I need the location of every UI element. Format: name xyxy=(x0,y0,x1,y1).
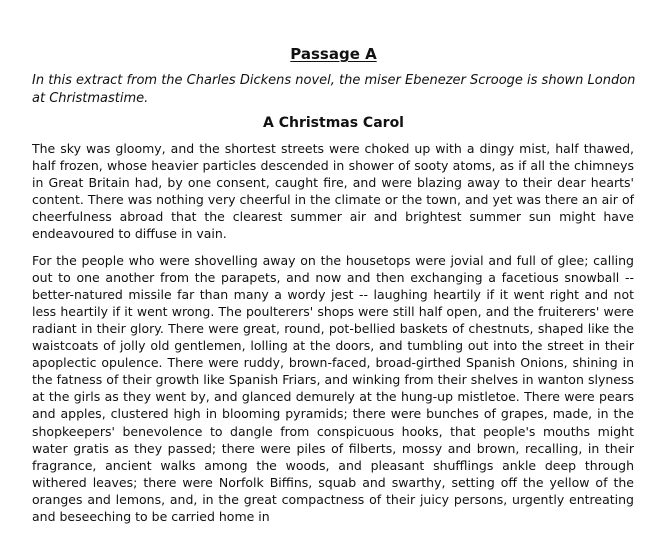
book-title: A Christmas Carol xyxy=(263,115,404,131)
paragraph: The sky was gloomy, and the shortest streets were choked up with a dingy mist, half thawed, half frozen, whose heavier particles descended in shower of sooty atoms, as if all the chimneys in Great Britain had, by one consent, caught fire, and were blazing away to their dear hearts' content. There was nothing very cheerful in the climate or the town, and yet was there an air of cheerfulness abroad that the clearest summer air and brightest summer sun might have endeavoured to diffuse in vain. xyxy=(32,141,634,242)
paragraph: For the people who were shovelling away on the housetops were jovial and full of glee; calling out to one another from the parapets, and now and then exchanging a facetious snowball -- better-natured missile far than many a wordy jest -- laughing heartily if it went right and not less heartily if it went wrong. The poulterers' shops were still half open, and the fruiterers' were radiant in their glory. There were great, round, pot-bellied baskets of chestnuts, shaped like the waistcoats of jolly old gentlemen, lolling at the doors, and tumbling out into the street in their apoplectic opulence. There were ruddy, brown-faced, broad-girthed Spanish Onions, shining in the fatness of their growth like Spanish Friars, and winking from their shelves in wanton slyness at the girls as they went by, and glanced demurely at the hung-up mistletoe. There were pears and apples, clustered high in blooming pyramids; there were bunches of grapes, made, in the shopkeepers' benevolence to dangle from conspicuous hooks, that people's mouths might water gratis as they passed; there were piles of filberts, mossy and brown, recalling, in their fragrance, ancient walks among the woods, and pleasant shufflings ankle deep through withered leaves; there were Norfolk Biffins, squab and swarthy, setting off the yellow of the oranges and lemons, and, in the great compactness of their juicy persons, urgently entreating and beseeching to be carried home in xyxy=(32,252,634,524)
extract-body xyxy=(32,140,634,534)
passage-title xyxy=(0,44,667,64)
intro-text: In this extract from the Charles Dickens novel, the miser Ebenezer Scrooge is shown London at Christmastime. xyxy=(32,73,636,106)
passage-title-text: Passage A xyxy=(290,45,377,63)
